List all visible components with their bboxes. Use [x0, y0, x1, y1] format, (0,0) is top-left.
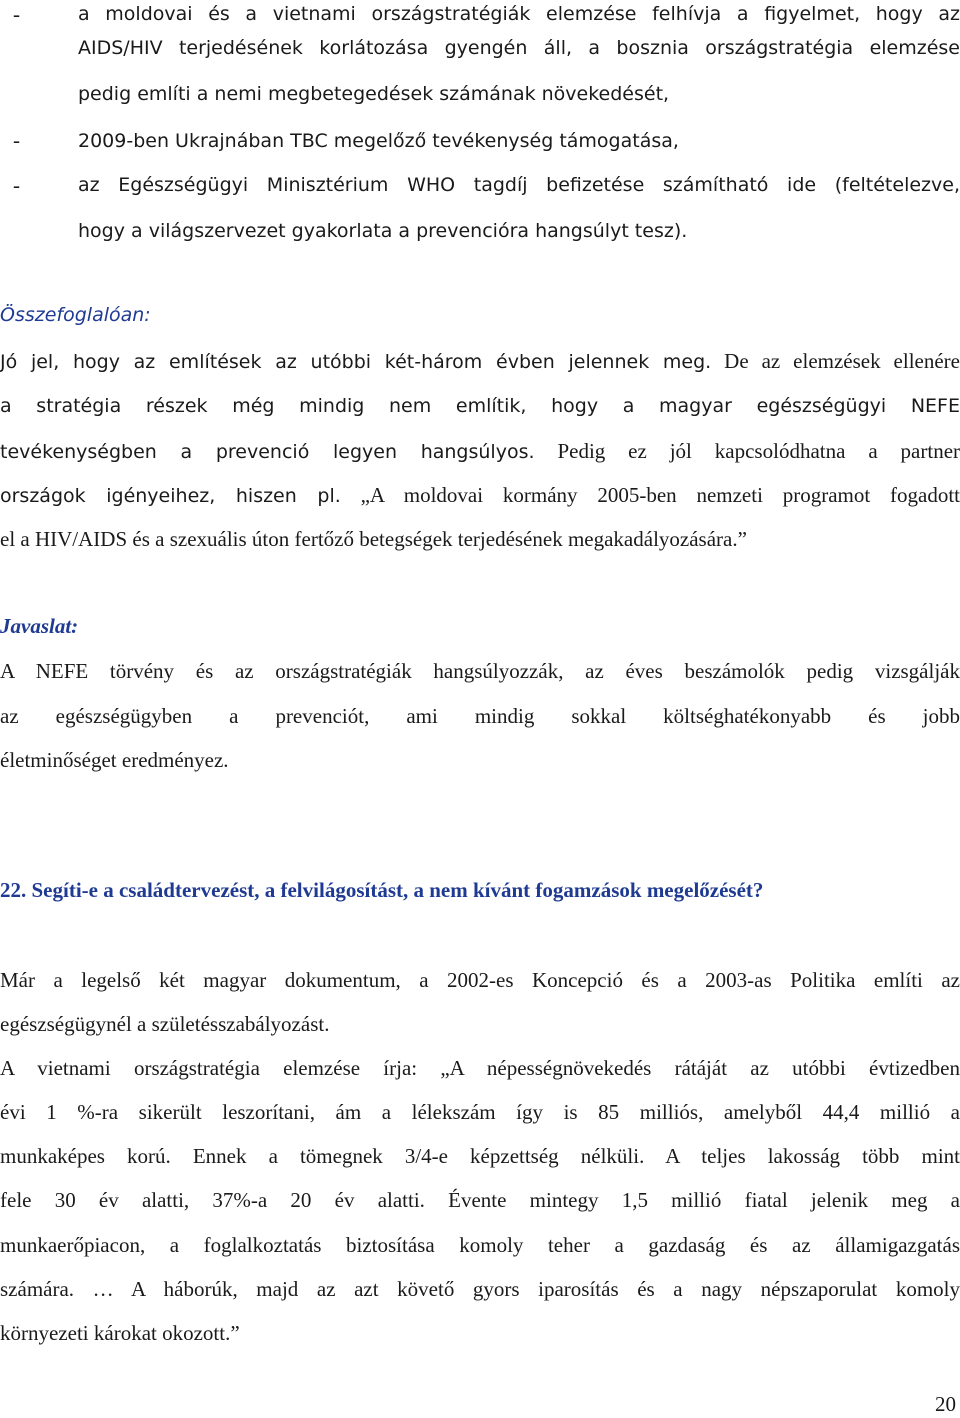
summary-line: Jó jel, hogy az említések az utóbbi két-három évben jelennek meg. De az elemzések ellenére [0, 349, 960, 373]
bullet-line: hogy a világszervezet gyakorlata a prevencióra hangsúlyt tesz). [78, 220, 688, 242]
answer-line: évi 1 %-ra sikerült leszorítani, ám a lélekszám így is 85 milliós, amelyből 44,4 millió a [0, 1100, 960, 1124]
summary-heading: Összefoglalóan: [0, 304, 151, 326]
summary-line: tevékenységben a prevenció legyen hangsúlyos. Pedig ez jól kapcsolódhatna a partner [0, 439, 960, 463]
bullet-line: 2009-ben Ukrajnában TBC megelőző tevékenység támogatása, [78, 130, 679, 152]
answer-line: Már a legelső két magyar dokumentum, a 2002-es Koncepció és a 2003-as Politika említi az [0, 968, 960, 992]
bullet-line: AIDS/HIV terjedésének korlátozása gyengén áll, a bosznia országstratégia elemzése [78, 37, 960, 59]
summary-line: el a HIV/AIDS és a szexuális úton fertőző betegségek terjedésének megakadályozására.” [0, 527, 747, 551]
answer-line: környezeti károkat okozott.” [0, 1321, 240, 1345]
bullet-line: az Egészségügyi Minisztérium WHO tagdíj befizetése számítható ide (feltételezve, [78, 174, 960, 196]
answer-line: fele 30 év alatti, 37%-a 20 év alatti. Évente mintegy 1,5 millió fiatal jelenik meg a [0, 1188, 960, 1212]
bullet-line: a moldovai és a vietnami országstratégiák elemzése felhívja a figyelmet, hogy az [78, 3, 960, 25]
answer-line: A vietnami országstratégia elemzése írja: „A népességnövekedés rátáját az utóbbi évtizedben [0, 1056, 960, 1080]
bullet-item [0, 0, 960, 28]
bullet-continuation [0, 34, 960, 62]
bullet-dash: - [13, 128, 20, 152]
bullet-continuation [0, 216, 960, 245]
summary-line: országok igényeihez, hiszen pl. „A moldovai kormány 2005-ben nemzeti programot fogadott [0, 483, 960, 507]
page-number: 20 [935, 1392, 956, 1416]
bullet-dash: - [13, 173, 20, 197]
bullet-item [0, 171, 960, 199]
answer-line: számára. … A háborúk, majd az azt követő gyors iparosítás és a nagy népszaporulat komoly [0, 1277, 960, 1301]
bullet-continuation [0, 79, 960, 108]
proposal-line: A NEFE törvény és az országstratégiák hangsúlyozzák, az éves beszámolók pedig vizsgálják [0, 659, 960, 683]
answer-line: munkaerőpiacon, a foglalkoztatás biztosítása komoly teher a gazdaság és az államigazgatás [0, 1233, 960, 1257]
bullet-item [0, 126, 960, 155]
question-title: 22. Segíti-e a családtervezést, a felvilágosítást, a nem kívánt fogamzások megelőzését? [0, 878, 764, 902]
bullet-dash: - [13, 2, 20, 26]
proposal-heading: Javaslat: [0, 614, 79, 638]
proposal-line: életminőséget eredményez. [0, 748, 229, 772]
summary-line: a stratégia részek még mindig nem említik, hogy a magyar egészségügyi NEFE [0, 395, 960, 417]
answer-line: egészségügynél a születésszabályozást. [0, 1012, 330, 1036]
bullet-line: pedig említi a nemi megbetegedések számának növekedését, [78, 83, 670, 105]
proposal-line: az egészségügyben a prevenciót, ami mindig sokkal költséghatékonyabb és jobb [0, 704, 960, 728]
answer-line: munkaképes korú. Ennek a tömegnek 3/4-e képzettség nélküli. A teljes lakosság több mint [0, 1144, 960, 1168]
